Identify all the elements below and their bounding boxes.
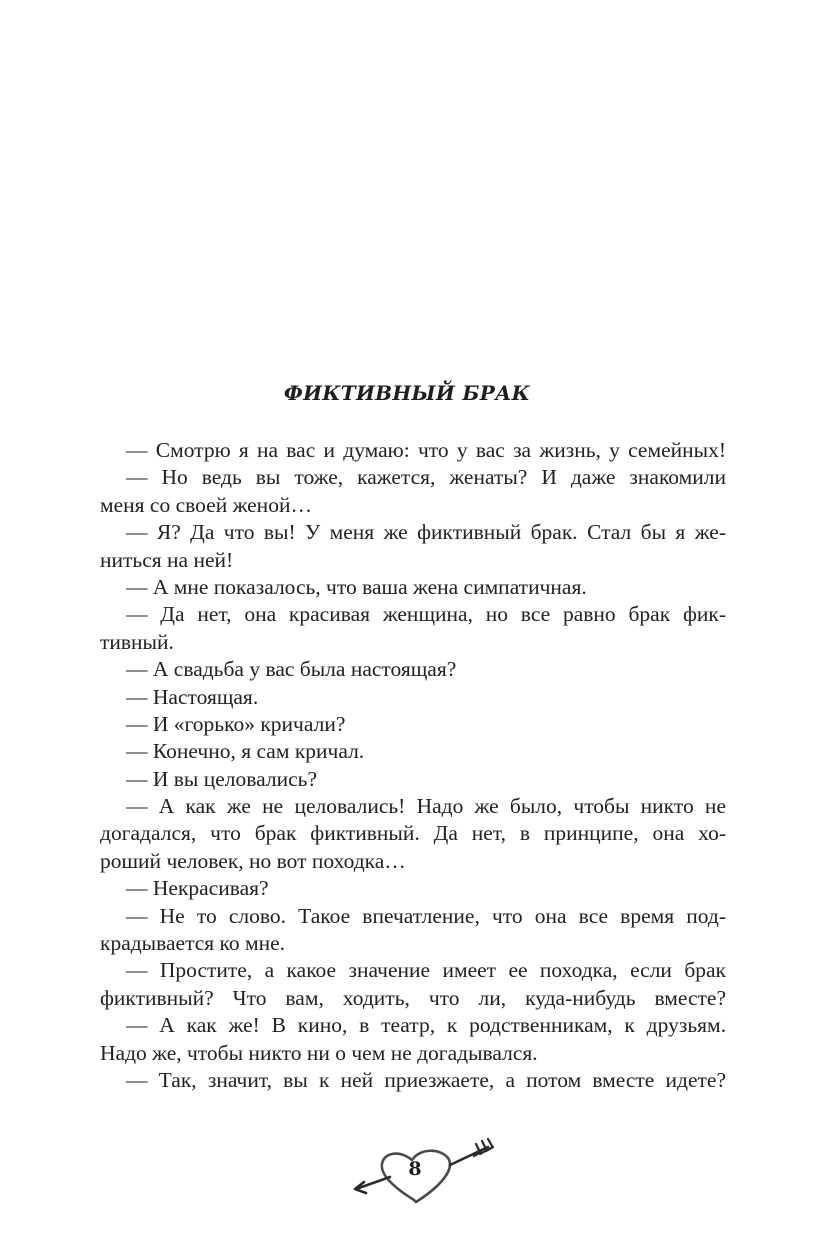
text-line: — Так, значит, вы к ней приезжаете, а потом вместе идете? xyxy=(126,1067,726,1092)
text-line: Надо же, чтобы никто ни о чем не догадывался. xyxy=(100,1040,538,1065)
text-line: — А как же! В кино, в театр, к родственникам, к друзьям. xyxy=(126,1013,726,1038)
chapter-title: ФИКТИВНЫЙ БРАК xyxy=(283,381,531,405)
text-line: — А свадьба у вас была настоящая? xyxy=(126,657,457,682)
text-line: ниться на ней! xyxy=(100,547,234,572)
text-line: — Простите, а какое значение имеет ее походка, если брак xyxy=(126,958,726,983)
text-line: — И «горько» кричали? xyxy=(126,711,346,736)
text-line: крадывается ко мне. xyxy=(100,931,286,956)
text-line: — Смотрю я на вас и думаю: что у вас за жизнь, у семейных! xyxy=(126,438,726,462)
text-line: — Конечно, я сам кричал. xyxy=(126,739,365,764)
text-line: — И вы целовались? xyxy=(126,766,318,791)
text-line: фиктивный? Что вам, ходить, что ли, куда-нибудь вместе? xyxy=(100,985,726,1010)
text-line: — А как же не целовались! Надо же было, чтобы никто не xyxy=(126,794,726,819)
text-line: роший человек, но вот походка… xyxy=(100,848,406,873)
text-line: — Некрасивая? xyxy=(126,876,269,901)
text-line: тивный. xyxy=(100,629,174,654)
heart-arrow-icon xyxy=(350,1130,500,1210)
text-line: догадался, что брак фиктивный. Да нет, в принципе, она хо- xyxy=(100,821,726,846)
body-text xyxy=(100,437,726,1094)
text-line: — Да нет, она красивая женщина, но все равно брак фик- xyxy=(126,602,726,627)
text-line: — Я? Да что вы! У меня же фиктивный брак. Стал бы я же- xyxy=(126,520,726,545)
text-line: — Настоящая. xyxy=(126,684,259,709)
page-number: 8 xyxy=(408,1158,422,1180)
page-number-ornament xyxy=(350,1130,500,1210)
text-line: — Не то слово. Такое впечатление, что она все время под- xyxy=(126,903,726,928)
text-line: — Но ведь вы тоже, кажется, женаты? И даже знакомили xyxy=(126,465,726,490)
text-line: — А мне показалось, что ваша жена симпатичная. xyxy=(126,574,587,599)
text-line: меня со своей женой… xyxy=(100,492,312,517)
